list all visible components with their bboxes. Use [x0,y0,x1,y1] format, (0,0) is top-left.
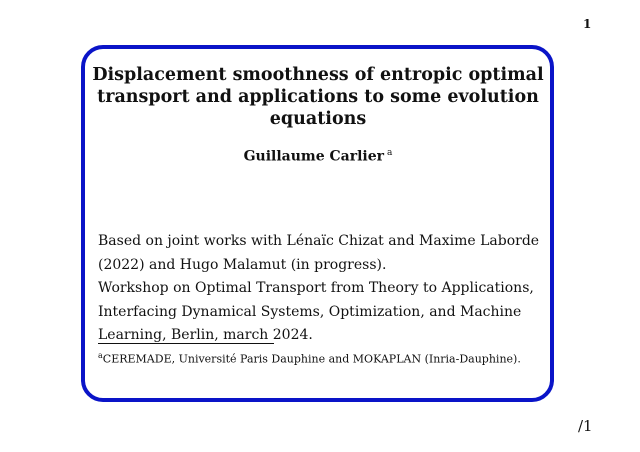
footnote-text: CEREMADE, Université Paris Dauphine and MOKAPLAN (Inria-Dauphine). [102,352,521,366]
author-name: Guillaume Carlier [243,148,385,165]
slide-title [92,64,544,130]
title-line: transport and applications to some evolution [97,87,539,107]
title-line: Displacement smoothness of entropic optimal [92,65,544,85]
title-line: equations [269,109,367,129]
frame-count: /1 [578,417,593,435]
body-text [98,230,546,348]
footnote [98,347,543,368]
joint-works-paragraph: Based on joint works with Lénaïc Chizat and Maxime Laborde (2022) and Hugo Malamut (in progress). [98,233,540,273]
workshop-paragraph: Workshop on Optimal Transport from Theory to Applications, Interfacing Dynamical Systems, Optimization, and Machine Learning, Berlin, march 2024. [98,280,534,343]
page-number: 1 [583,17,592,31]
affiliation-mark: a [387,148,393,158]
footnote-mark: a [98,351,103,360]
author [92,148,544,165]
footnote-rule [98,343,274,344]
